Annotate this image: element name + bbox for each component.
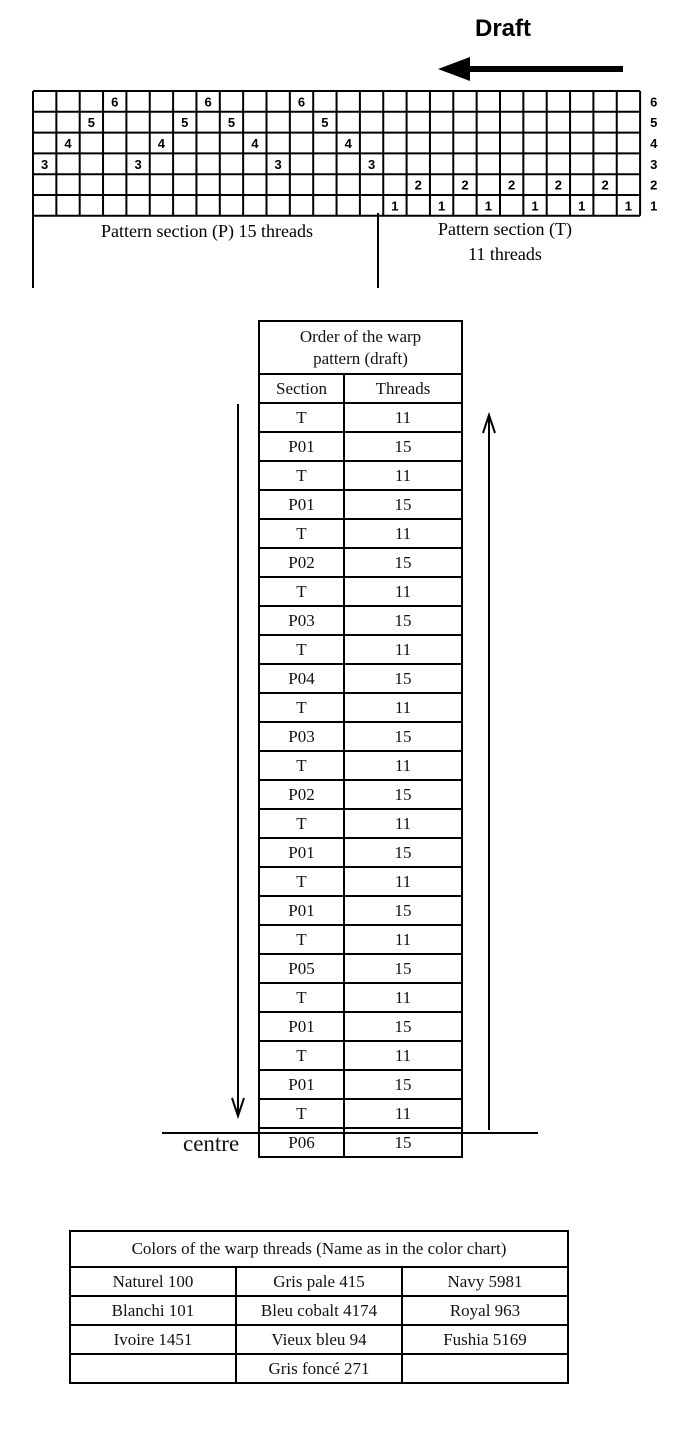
threads-cell: 11 — [344, 751, 462, 780]
table-row — [259, 461, 462, 490]
threads-cell: 11 — [344, 693, 462, 722]
section-cell: P01 — [259, 490, 344, 519]
draft-cell-mark: 1 — [438, 198, 446, 214]
threads-cell: 11 — [344, 867, 462, 896]
table-row — [259, 635, 462, 664]
draft-cell-mark: 5 — [87, 115, 95, 131]
section-cell: P06 — [259, 1128, 344, 1157]
shaft-row-label: 2 — [650, 177, 658, 193]
draft-cell-mark: 5 — [181, 115, 189, 131]
table-row — [259, 925, 462, 954]
table-row — [70, 1354, 568, 1383]
color-cell: Naturel 100 — [70, 1267, 236, 1296]
color-cell — [402, 1354, 568, 1383]
draft-cell-mark: 1 — [578, 198, 586, 214]
section-cell: P02 — [259, 548, 344, 577]
threads-cell: 15 — [344, 954, 462, 983]
warp-order-title — [259, 321, 462, 374]
draft-title: Draft — [474, 15, 532, 42]
draft-cell-mark: 4 — [64, 136, 72, 151]
section-cell: P02 — [259, 780, 344, 809]
threads-cell: 15 — [344, 722, 462, 751]
table-row — [259, 1012, 462, 1041]
section-cell: P04 — [259, 664, 344, 693]
threads-cell: 15 — [344, 432, 462, 461]
table-row — [259, 954, 462, 983]
draft-cell-mark: 1 — [484, 198, 492, 214]
table-row — [259, 403, 462, 432]
color-cell: Fushia 5169 — [402, 1325, 568, 1354]
shaft-row-label: 5 — [650, 115, 658, 131]
section-cell: T — [259, 809, 344, 838]
threads-cell: 15 — [344, 1012, 462, 1041]
draft-cell-mark: 4 — [157, 136, 166, 151]
threads-cell: 15 — [344, 838, 462, 867]
threads-cell: 11 — [344, 1041, 462, 1070]
table-row — [70, 1296, 568, 1325]
threads-cell: 11 — [344, 983, 462, 1012]
table-row — [259, 1128, 462, 1157]
shaft-row-label: 3 — [650, 156, 658, 172]
threads-cell: 11 — [344, 1099, 462, 1128]
threads-cell: 15 — [344, 1070, 462, 1099]
table-row — [259, 664, 462, 693]
section-column-header: Section — [259, 374, 344, 403]
shaft-row-label: 4 — [650, 136, 658, 151]
section-cell: T — [259, 577, 344, 606]
threads-cell: 15 — [344, 606, 462, 635]
threads-cell: 11 — [344, 635, 462, 664]
section-cell: P01 — [259, 1070, 344, 1099]
color-cell: Vieux bleu 94 — [236, 1325, 402, 1354]
table-row — [259, 867, 462, 896]
centre-label: centre — [183, 1131, 240, 1156]
table-row — [259, 548, 462, 577]
threads-cell: 15 — [344, 548, 462, 577]
table-row — [259, 693, 462, 722]
threads-cell: 11 — [344, 461, 462, 490]
draft-cell-mark: 5 — [227, 115, 236, 131]
draft-cell-mark: 5 — [321, 115, 329, 131]
left-arrow-icon — [438, 57, 470, 81]
table-row — [259, 780, 462, 809]
draft-grid — [33, 91, 658, 216]
draft-cell-mark: 1 — [531, 198, 539, 214]
draft-cell-mark: 2 — [554, 177, 562, 193]
warp-colors-table — [69, 1230, 569, 1384]
warp-order-title-line2: pattern (draft) — [313, 348, 408, 368]
table-row — [259, 490, 462, 519]
draft-cell-mark: 6 — [204, 94, 212, 110]
draft-cell-mark: 2 — [414, 177, 422, 193]
section-cell: P01 — [259, 432, 344, 461]
section-cell: P03 — [259, 606, 344, 635]
shaft-row-label: 1 — [650, 198, 658, 214]
threads-cell: 15 — [344, 1128, 462, 1157]
warp-colors-title: Colors of the warp threads (Name as in the color chart) — [70, 1231, 568, 1267]
draft-cell-mark: 1 — [624, 198, 633, 214]
draft-cell-mark: 4 — [251, 136, 259, 151]
draft-cell-mark: 6 — [297, 94, 306, 110]
table-row — [259, 722, 462, 751]
section-cell: T — [259, 1041, 344, 1070]
section-cell: T — [259, 403, 344, 432]
section-p-label: Pattern section (P) 15 threads — [101, 221, 313, 241]
table-row — [70, 1267, 568, 1296]
table-row — [259, 983, 462, 1012]
section-cell: T — [259, 461, 344, 490]
section-cell: T — [259, 751, 344, 780]
section-cell: T — [259, 693, 344, 722]
draft-cell-mark: 3 — [274, 156, 282, 172]
draft-cell-mark: 4 — [344, 136, 352, 151]
color-cell: Navy 5981 — [402, 1267, 568, 1296]
table-row — [70, 1325, 568, 1354]
draft-cell-mark: 3 — [41, 156, 49, 172]
section-cell: P01 — [259, 838, 344, 867]
threads-cell: 15 — [344, 896, 462, 925]
draft-cell-mark: 2 — [461, 177, 469, 193]
table-row — [259, 1070, 462, 1099]
table-row — [259, 519, 462, 548]
draft-cell-mark: 2 — [508, 177, 516, 193]
color-cell: Royal 963 — [402, 1296, 568, 1325]
threads-column-header: Threads — [344, 374, 462, 403]
table-row — [259, 606, 462, 635]
section-cell: P05 — [259, 954, 344, 983]
table-row — [259, 1099, 462, 1128]
table-row — [259, 432, 462, 461]
section-cell: P01 — [259, 1012, 344, 1041]
color-cell: Gris foncé 271 — [236, 1354, 402, 1383]
threads-cell: 11 — [344, 809, 462, 838]
color-cell — [70, 1354, 236, 1383]
section-t-label-line1: Pattern section (T) — [438, 219, 572, 239]
color-cell: Bleu cobalt 4174 — [236, 1296, 402, 1325]
warp-order-title-line1: Order of the warp — [299, 326, 422, 346]
section-cell: T — [259, 1099, 344, 1128]
color-cell: Ivoire 1451 — [70, 1325, 236, 1354]
table-row — [259, 896, 462, 925]
threads-cell: 15 — [344, 664, 462, 693]
section-cell: T — [259, 635, 344, 664]
section-cell: T — [259, 983, 344, 1012]
threads-cell: 11 — [344, 519, 462, 548]
draft-cell-mark: 3 — [134, 156, 142, 172]
color-cell: Gris pale 415 — [236, 1267, 402, 1296]
draft-arrow — [438, 57, 623, 81]
threads-cell: 11 — [344, 577, 462, 606]
threads-cell: 15 — [344, 780, 462, 809]
table-row — [259, 838, 462, 867]
draft-cell-mark: 1 — [391, 198, 399, 214]
draft-cell-mark: 6 — [111, 94, 119, 110]
warp-order-table — [258, 320, 463, 1158]
section-cell: P01 — [259, 896, 344, 925]
threads-cell: 11 — [344, 925, 462, 954]
shaft-row-label: 6 — [650, 94, 658, 110]
threads-cell: 11 — [344, 403, 462, 432]
table-row — [259, 1041, 462, 1070]
table-row — [259, 751, 462, 780]
section-cell: P03 — [259, 722, 344, 751]
table-row — [259, 809, 462, 838]
table-row — [259, 577, 462, 606]
draft-cell-mark: 3 — [367, 156, 376, 172]
threads-cell: 15 — [344, 490, 462, 519]
color-cell: Blanchi 101 — [70, 1296, 236, 1325]
draft-cell-mark: 2 — [601, 177, 609, 193]
section-cell: T — [259, 519, 344, 548]
section-cell: T — [259, 925, 344, 954]
section-cell: T — [259, 867, 344, 896]
section-t-label-line2: 11 threads — [468, 244, 542, 264]
